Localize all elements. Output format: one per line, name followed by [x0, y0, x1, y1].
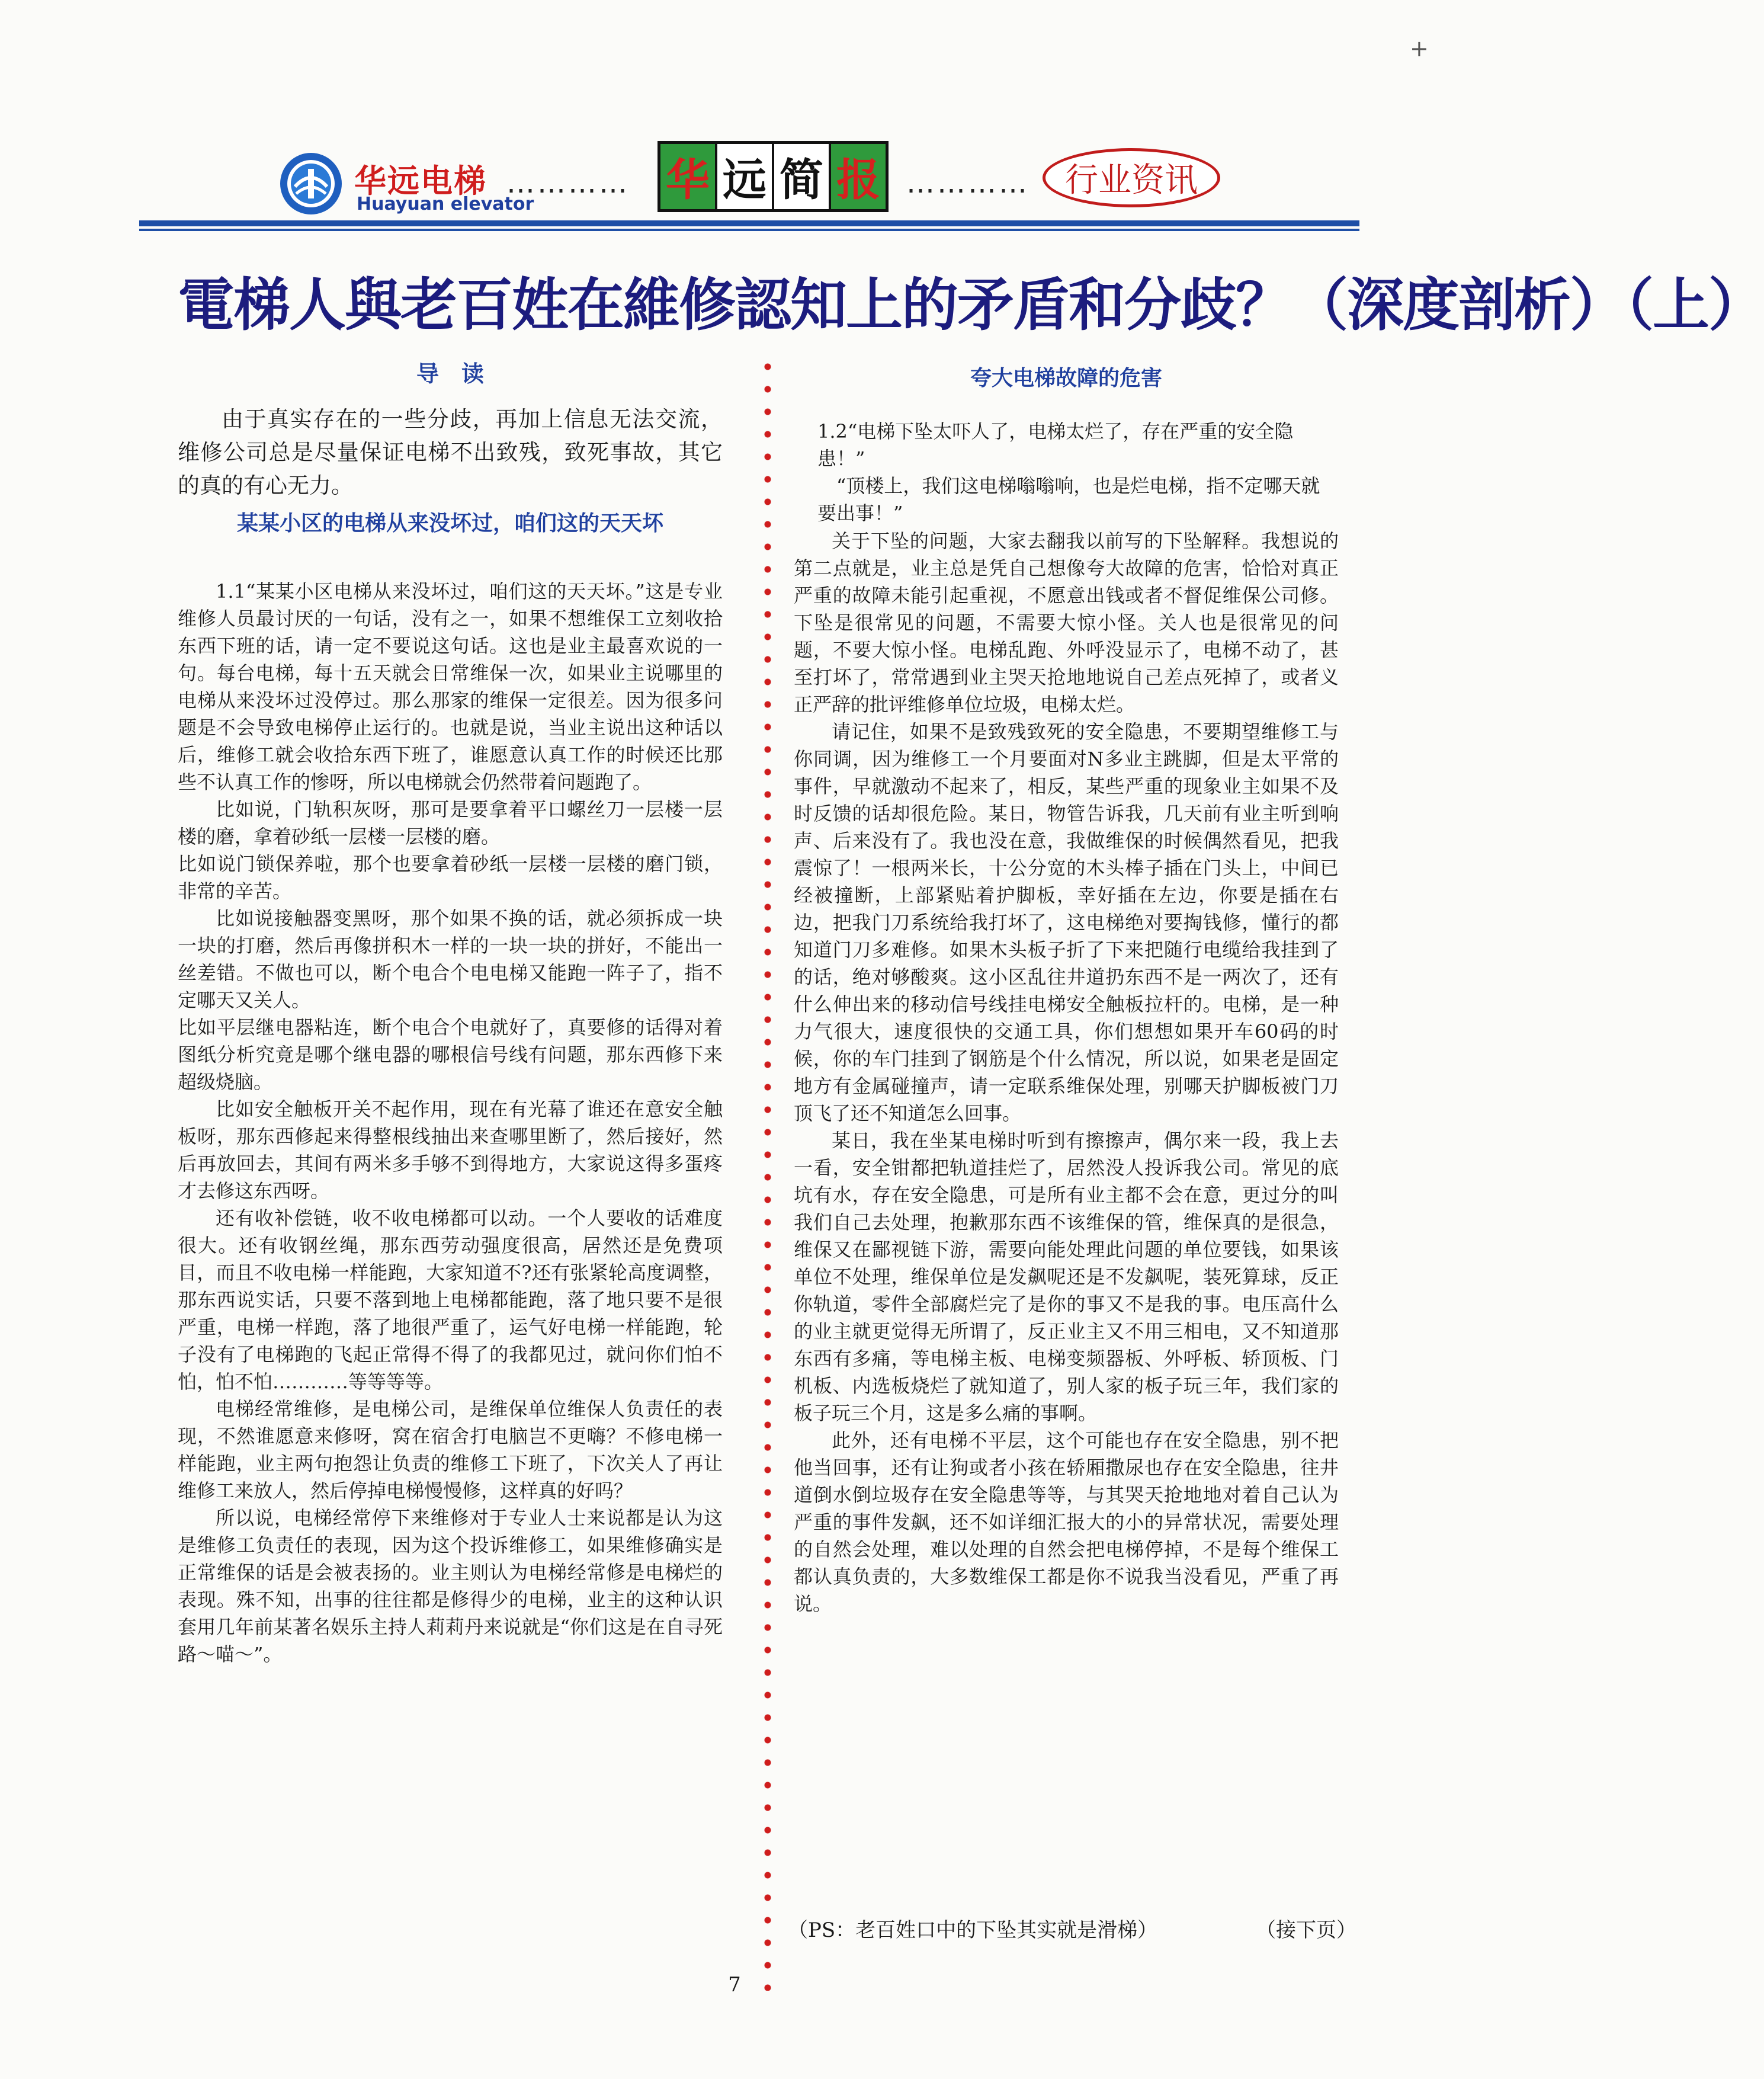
left-paragraph: 比如说门锁保养啦，那个也要拿着砂纸一层楼一层楼的磨门锁，非常的辛苦。 [178, 853, 723, 902]
masthead-char-4: 报 [831, 144, 886, 209]
masthead-char-2: 远 [717, 144, 774, 209]
header-dots-left: ………… [506, 166, 630, 200]
left-paragraph: 比如平层继电器粘连，断个电合个电就好了，真要修的话得对着图纸分析究竟是哪个继电器的哪根信号线有问题，那东西修下来超级烧脑。 [178, 1016, 723, 1093]
masthead [658, 141, 889, 212]
left-column-body [178, 578, 723, 1668]
ps-note: （PS：老百姓口中的下坠其实就是滑梯） [788, 1918, 1158, 1942]
page-number: 7 [728, 1973, 741, 1997]
left-paragraph: 比如安全触板开关不起作用，现在有光幕了谁还在意安全触板呀，那东西修起来得整根线抽出来查哪里断了，然后接好，然后再放回去，其间有两米多手够不到得地方，大家说这得多蛋疼才去修这东西呀。 [178, 1098, 723, 1202]
section-tag: 行业资讯 [1043, 148, 1220, 207]
left-section-heading: 某某小区的电梯从来没坏过，咱们这的天天坏 [236, 511, 663, 536]
header-rule [139, 220, 1359, 226]
header-rule-thin [139, 229, 1359, 231]
continued-label: （接下页） [1256, 1918, 1356, 1942]
corner-registration-mark: + [1410, 36, 1429, 62]
left-paragraph: 电梯经常维修，是电梯公司，是维保单位维保人负责任的表现，不然谁愿意来修呀，窝在宿舍打电脑岂不更嗨？不修电梯一样能跑，业主两句抱怨让负责的维修工下班了，下次关人了再让维修工来放人，然后停掉电梯慢慢修，这样真的好吗？ [178, 1398, 723, 1502]
intro-heading: 导 读 [416, 361, 484, 387]
globe-emblem-icon [278, 151, 344, 216]
masthead-char-1: 华 [660, 144, 717, 209]
left-paragraph: 比如说，门轨积灰呀，那可是要拿着平口螺丝刀一层楼一层楼的磨，拿着砂纸一层楼一层楼的磨。 [178, 798, 723, 848]
article-title: 電梯人與老百姓在維修認知上的矛盾和分歧？（深度剖析）（上） [178, 271, 1764, 338]
right-column-body [794, 527, 1339, 1617]
logo-english-name: Huayuan elevator [357, 194, 534, 214]
company-logo [278, 151, 534, 222]
intro-text [178, 403, 723, 502]
right-paragraph: 关于下坠的问题，大家去翻我以前写的下坠解释。我想说的第二点就是，业主总是凭自己想像夸大故障的危害，恰恰对真正严重的故障未能引起重视，不愿意出钱或者不督促维保公司修。下坠是很常见的问题，不需要大惊小怪。关人也是很常见的问题，不要大惊小怪。电梯乱跑、外呼没显示了，电梯不动了，甚至打坏了，常常遇到业主哭天抢地地说自己差点死掉了，或者义正严辞的批评维修单位垃圾，电梯太烂。 [794, 530, 1339, 716]
left-paragraph: 还有收补偿链，收不收电梯都可以动。一个人要收的话难度很大。还有收钢丝绳，那东西劳动强度很高，居然还是免费项目，而且不收电梯一样能跑，大家知道不?还有张紧轮高度调整，那东西说实话，只要不落到地上电梯都能跑，落了地只要不是很严重，电梯一样跑，落了地很严重了，运气好电梯一样能跑，轮子没有了电梯跑的飞起正常得不得了的我都见过，就问你们怕不怕，怕不怕…………等等等等。 [178, 1207, 723, 1393]
right-quotes [817, 418, 1339, 527]
right-paragraph: 此外，还有电梯不平层，这个可能也存在安全隐患，别不把他当回事，还有让狗或者小孩在轿厢撒尿也存在安全隐患，往井道倒水倒垃圾存在安全隐患等等，与其哭天抢地地对着自己认为严重的事件发飙，还不如详细汇报大的小的异常状况，需要处理的自然会处理，难以处理的自然会把电梯停掉，不是每个维保工都认真负责的，大多数维保工都是你不说我当没看见，严重了再说。 [794, 1429, 1339, 1615]
intro-paragraph: 由于真实存在的一些分歧，再加上信息无法交流，维修公司总是尽量保证电梯不出致残，致死事故，其它的真的有心无力。 [178, 406, 723, 498]
left-paragraph: 比如说接触器变黑呀，那个如果不换的话，就必须拆成一块一块的打磨，然后再像拼积木一样的一块一块的拼好，不能出一丝差错。不做也可以，断个电合个电电梯又能跑一阵子了，指不定哪天又关人。 [178, 907, 723, 1011]
left-paragraph: 所以说，电梯经常停下来维修对于专业人士来说都是认为这是维修工负责任的表现，因为这个投诉维修工，如果维修确实是正常维保的话是会被表扬的。业主则认为电梯经常修是电梯烂的表现。殊不知，出事的往往都是修得少的电梯，业主的这种认识套用几年前某著名娱乐主持人莉莉丹来说就是“你们这是在自寻死路～喵～”。 [178, 1507, 723, 1665]
quote-line: “顶楼上，我们这电梯嗡嗡响，也是烂电梯，指不定哪天就要出事！” [817, 475, 1320, 524]
right-paragraph: 请记住，如果不是致残致死的安全隐患，不要期望维修工与你同调，因为维修工一个月要面对N多业主跳脚，但是太平常的事件，早就激动不起来了，相反，某些严重的现象业主如果不及时反馈的话却很危险。某日，物管告诉我，几天前有业主听到响声、后来没有了。我也没在意，我做维保的时候偶然看见，把我震惊了！一根两米长，十公分宽的木头棒子插在门头上，中间已经被撞断，上部紧贴着护脚板，幸好插在左边，你要是插在右边，把我门刀系统给我打坏了，这电梯绝对要掏钱修，懂行的都知道门刀多难修。如果木头板子折了下来把随行电缆给我挂到了的话，绝对够酸爽。这小区乱往井道扔东西不是一两次了，还有什么伸出来的移动信号线挂电梯安全触板拉杆的。电梯，是一种力气很大，速度很快的交通工具，你们想想如果开车60码的时候，你的车门挂到了钢筋是个什么情况，所以说，如果老是固定地方有金属碰撞声，请一定联系维保处理，别哪天护脚板被门刀顶飞了还不知道怎么回事。 [794, 720, 1339, 1125]
quote-line: 1.2“电梯下坠太吓人了，电梯太烂了，存在严重的安全隐患！” [817, 420, 1294, 470]
right-paragraph: 某日，我在坐某电梯时听到有擦擦声，偶尔来一段，我上去一看，安全钳都把轨道挂烂了，居然没人投诉我公司。常见的底坑有水，存在安全隐患，可是所有业主都不会在意，更过分的叫我们自己去处理，抱歉那东西不该维保的管，维保真的是很急，维保又在鄙视链下游，需要向能处理此问题的单位要钱，如果该单位不处理，维保单位是发飙呢还是不发飙呢，装死算球，反正你轨道，零件全部腐烂完了是你的事又不是我的事。电压高什么的业主就更觉得无所谓了，反正业主又不用三相电，又不知道那东西有多痛，等电梯主板、电梯变频器板、外呼板、轿顶板、门机板、内选板烧烂了就知道了，别人家的板子玩三年，我们家的板子玩三个月，这是多么痛的事啊。 [794, 1129, 1339, 1424]
column-divider [764, 355, 771, 1991]
left-paragraph: 1.1“某某小区电梯从来没坏过，咱们这的天天坏。”这是专业维修人员最讨厌的一句话，没有之一，如果不想维保工立刻收拾东西下班的话，请一定不要说这句话。这也是业主最喜欢说的一句。每台电梯，每十五天就会日常维保一次，如果业主说哪里的电梯从来没坏过没停过。那么那家的维保一定很差。因为很多问题是不会导致电梯停止运行的。也就是说，当业主说出这种话以后，维修工就会收拾东西下班了，谁愿意认真工作的时候还比那些不认真工作的惨呀，所以电梯就会仍然带着问题跑了。 [178, 580, 723, 793]
header-dots-right: ………… [906, 166, 1029, 200]
right-section-heading: 夸大电梯故障的危害 [970, 366, 1162, 390]
logo-chinese-name: 华远电梯 [354, 162, 487, 200]
masthead-char-3: 简 [774, 144, 831, 209]
